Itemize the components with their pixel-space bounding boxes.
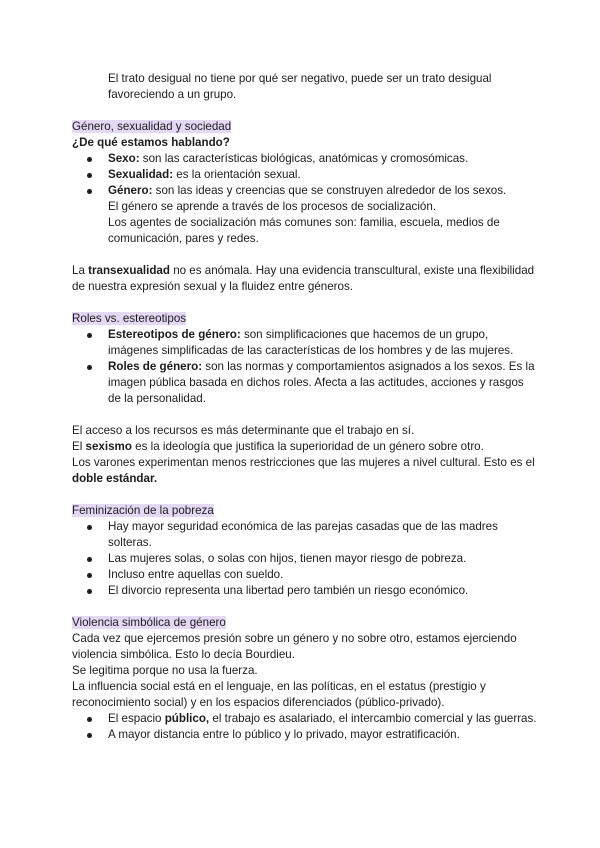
- recursos-paragraph: El acceso a los recursos es más determinante que el trabajo en sí.: [72, 424, 415, 437]
- list-item: [108, 327, 538, 359]
- legitima-paragraph: Se legitima porque no usa la fuerza.: [72, 664, 258, 677]
- definition-text: son las ideas y creencias que se construyen alrededor de los sexos.: [152, 184, 507, 197]
- espacios-list: [72, 711, 538, 743]
- section-subheading: ¿De qué estamos hablando?: [72, 136, 230, 149]
- roles-list: [72, 327, 538, 407]
- intro-paragraph: El trato desigual no tiene por qué ser negativo, puede ser un trato desigual favoreciendo a un grupo.: [108, 72, 492, 101]
- doble-estandar-paragraph: Los varones experimentan menos restricciones que las mujeres a nivel cultural. Esto es el doble estándar.: [72, 456, 535, 485]
- bourdieu-paragraph: Cada vez que ejercemos presión sobre un género y no sobre otro, estamos ejerciendo violencia simbólica. Esto lo decía Bourdieu.: [72, 632, 517, 661]
- term-sexo: Sexo:: [108, 152, 140, 165]
- list-item: Las mujeres solas, o solas con hijos, tienen mayor riesgo de pobreza.: [108, 551, 538, 567]
- section-heading: Violencia simbólica de género: [72, 616, 226, 629]
- document-page: [72, 71, 538, 743]
- section-heading: Género, sexualidad y sociedad: [72, 120, 232, 133]
- list-item: [108, 359, 538, 407]
- list-item: El espacio público, el trabajo es asalariado, el intercambio comercial y las guerras.: [108, 712, 537, 725]
- section-heading: Roles vs. estereotipos: [72, 312, 187, 325]
- section-roles-estereotipos: [72, 311, 538, 487]
- list-item: El divorcio representa una libertad pero también un riesgo económico.: [108, 583, 538, 599]
- genero-extra-1: El género se aprende a través de los procesos de socialización.: [108, 200, 437, 213]
- list-item: [108, 167, 538, 183]
- list-item: A mayor distancia entre lo público y lo privado, mayor estratificación.: [108, 727, 538, 743]
- term-sexualidad: Sexualidad:: [108, 168, 174, 181]
- definition-text: son las características biológicas, anatómicas y cromosómicas.: [139, 152, 469, 165]
- list-item: [108, 151, 538, 167]
- term-roles: Roles de género:: [108, 360, 203, 373]
- section-violencia-simbolica: [72, 615, 538, 743]
- term-genero: Género:: [108, 184, 153, 197]
- list-item: Incluso entre aquellas con sueldo.: [108, 567, 538, 583]
- pobreza-list: [72, 519, 538, 599]
- term-estereotipos: Estereotipos de género:: [108, 328, 241, 341]
- definition-text: es la orientación sexual.: [173, 168, 301, 181]
- section-genero-sexualidad: [72, 119, 538, 295]
- section-feminizacion-pobreza: [72, 503, 538, 599]
- definitions-list: [72, 151, 538, 247]
- list-item: [108, 183, 538, 247]
- list-item: Hay mayor seguridad económica de las parejas casadas que de las madres solteras.: [108, 519, 538, 551]
- genero-extra-2: Los agentes de socialización más comunes son: familia, escuela, medios de comunicación, pares y redes.: [108, 216, 500, 245]
- definition-text: son simplificaciones que hacemos de un grupo, imágenes simplificadas de las características de los hombres y de las mujeres.: [108, 328, 514, 357]
- sexismo-paragraph: El sexismo es la ideología que justifica la superioridad de un género sobre otro.: [72, 440, 484, 453]
- influencia-paragraph: La influencia social está en el lenguaje, en las políticas, en el estatus (prestigio y reconocimiento social) y en los espacios diferenciados (público-privado).: [72, 680, 486, 709]
- definition-text: son las normas y comportamientos asignados a los sexos. Es la imagen pública basada en dichos roles. Afecta a las actitudes, acciones y rasgos de la personalidad.: [108, 360, 535, 405]
- section-heading: Feminización de la pobreza: [72, 504, 214, 517]
- transexualidad-paragraph: La transexualidad no es anómala. Hay una evidencia transcultural, existe una flexibilidad de nuestra expresión sexual y la fluidez entre géneros.: [72, 264, 535, 293]
